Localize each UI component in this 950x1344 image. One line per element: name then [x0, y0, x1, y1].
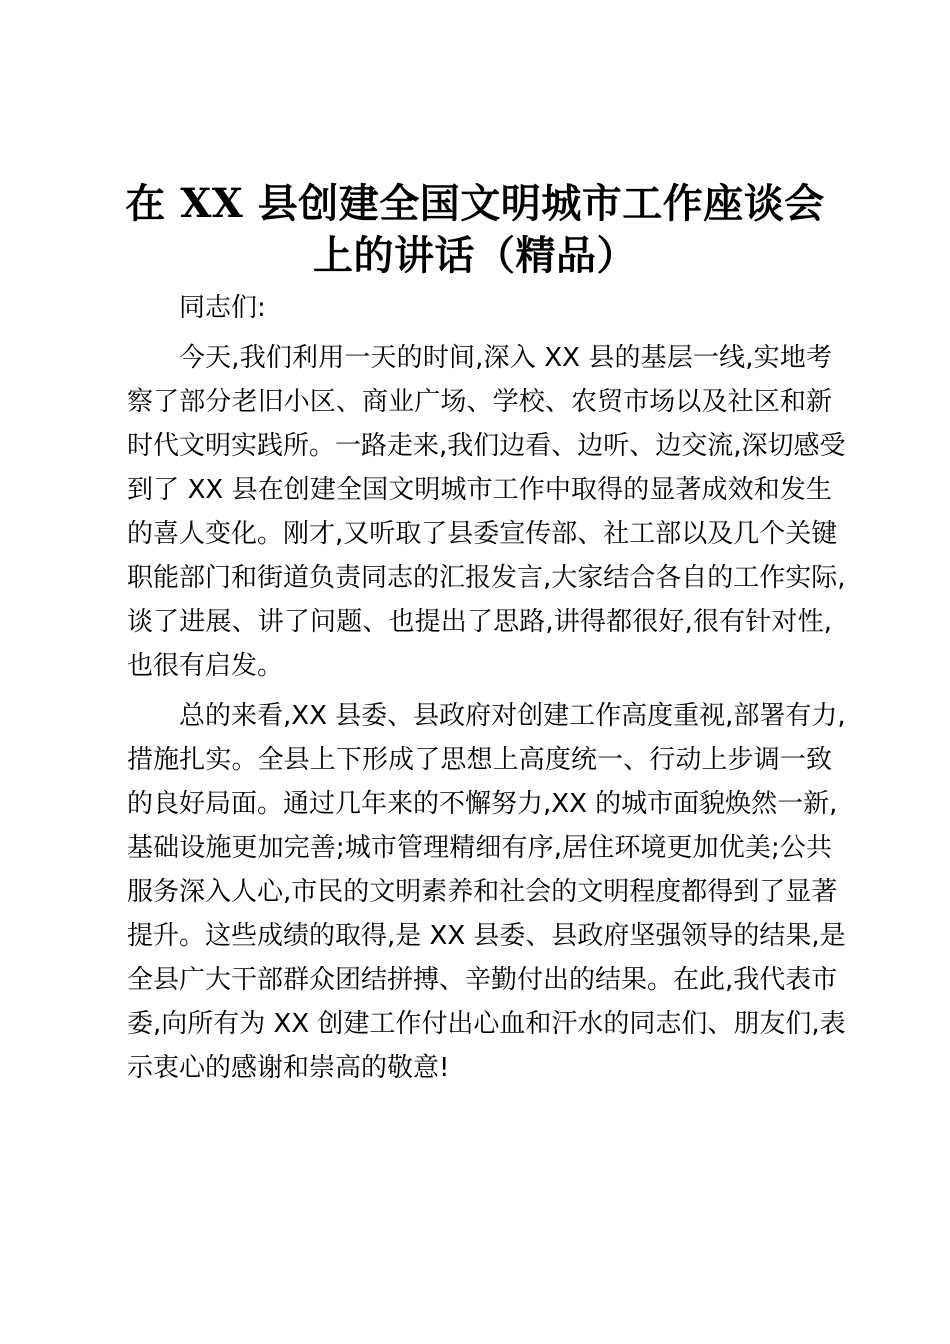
paragraph-line: 的喜人变化。刚才,又听取了县委宣传部、社工部以及几个关键: [127, 519, 838, 549]
paragraph-line: 示衷心的感谢和崇高的敬意!: [127, 1053, 450, 1083]
paragraph-line: 也很有启发。: [127, 651, 284, 681]
paragraph-line: 委,向所有为 XX 创建工作付出心血和汗水的同志们、朋友们,表: [127, 1009, 846, 1039]
paragraph-line: 时代文明实践所。一路走来,我们边看、边听、边交流,深切感受: [127, 431, 846, 461]
title-line: 上的讲话（精品）: [313, 232, 637, 279]
paragraph-line: 总的来看,XX 县委、县政府对创建工作高度重视,部署有力,: [179, 701, 846, 731]
paragraph-line: 提升。这些成绩的取得,是 XX 县委、县政府坚强领导的结果,是: [127, 921, 846, 951]
document-title: [95, 178, 855, 282]
paragraph-2: [127, 694, 846, 1090]
paragraph-line: 今天,我们利用一天的时间,深入 XX 县的基层一线,实地考: [179, 343, 832, 373]
paragraph-line: 的良好局面。通过几年来的不懈努力,XX 的城市面貌焕然一新,: [127, 789, 838, 819]
paragraph-line: 服务深入人心,市民的文明素养和社会的文明程度都得到了显著: [127, 877, 838, 907]
paragraph-line: 措施扎实。全县上下形成了思想上高度统一、行动上步调一致: [127, 745, 832, 775]
paragraph-line: 全县广大干部群众团结拼搏、辛勤付出的结果。在此,我代表市: [127, 965, 838, 995]
paragraph-line: 职能部门和街道负责同志的汇报发言,大家结合各自的工作实际,: [127, 563, 846, 593]
paragraph-line: 察了部分老旧小区、商业广场、学校、农贸市场以及社区和新: [127, 387, 832, 417]
paragraph-line: 基础设施更加完善;城市管理精细有序,居住环境更加优美;公共: [127, 833, 832, 863]
salutation: 同志们:: [179, 293, 266, 323]
paragraph-1: [127, 336, 846, 688]
document-body: [127, 286, 846, 1090]
paragraph-line: 谈了进展、讲了问题、也提出了思路,讲得都很好,很有针对性,: [127, 607, 832, 637]
paragraph-line: 到了 XX 县在创建全国文明城市工作中取得的显著成效和发生: [127, 475, 832, 505]
title-line: 在 XX 县创建全国文明城市工作座谈会: [125, 180, 825, 227]
